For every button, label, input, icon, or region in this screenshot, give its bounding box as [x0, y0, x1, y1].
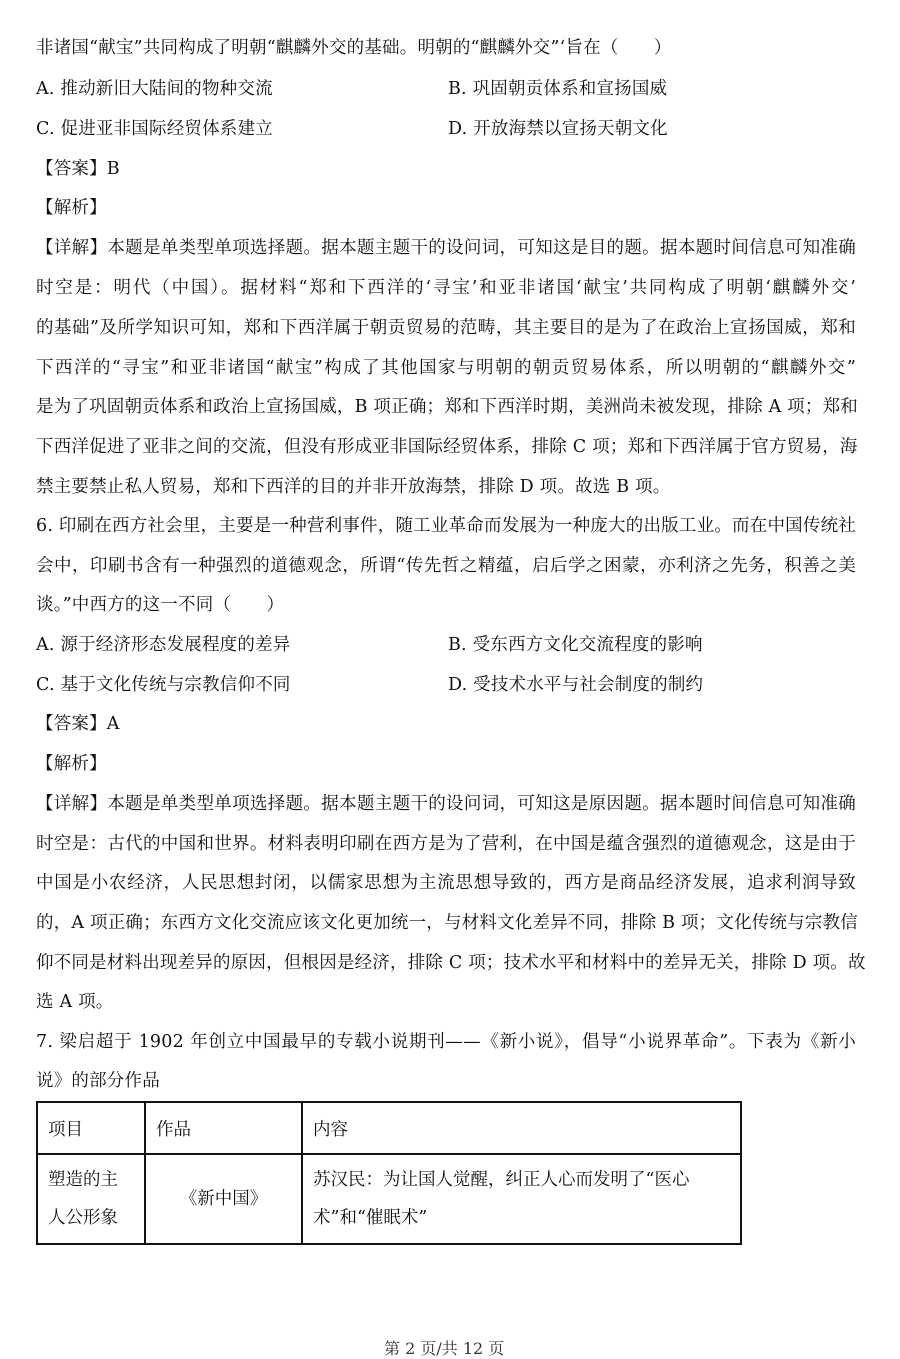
q5-detail-line: 下西洋促进了亚非之间的交流，但没有形成亚非国际经贸体系，排除 C 项；郑和下西洋属于官方贸易，海 — [36, 437, 858, 457]
q6-detail-line: 的，A 项正确；东西方文化交流应该文化更加统一，与材料文化差异不同，排除 B 项；文化传统与宗教信 — [36, 913, 858, 933]
q6-detail-line: 中国是小农经济，人民思想封闭，以儒家思想为主流思想导致的，西方是商品经济发展，追求利润导致 — [36, 873, 856, 893]
q6-option-b: B. 受东西方文化交流程度的影响 — [448, 635, 703, 655]
page-footer: 第 2 页/共 12 页 — [384, 1339, 505, 1358]
q5-answer: 【答案】B — [36, 159, 120, 179]
q6-detail-line: 选 A 项。 — [36, 992, 114, 1012]
q6-stem-line: 会中，印刷书含有一种强烈的道德观念，所谓“传先哲之精蕴，启后学之困蒙，亦利济之先务，积善之美 — [36, 556, 856, 576]
cell-line: 人公形象 — [48, 1208, 118, 1228]
cell-line: 塑造的主 — [48, 1170, 118, 1190]
q6-analysis-label: 【解析】 — [36, 754, 107, 774]
cell-line: 术”和“催眠术” — [313, 1208, 428, 1228]
q7-stem-line: 7. 梁启超于 1902 年创立中国最早的专载小说期刊——《新小说》，倡导“小说界革命”。下表为《新小 — [36, 1032, 856, 1052]
q6-answer: 【答案】A — [36, 714, 120, 734]
table-cell-content — [302, 1154, 741, 1244]
table-cell-work: 《新中国》 — [145, 1154, 302, 1244]
table-header-cell: 作品 — [145, 1102, 302, 1154]
table-header-row — [37, 1102, 741, 1154]
q5-stem-end: 非诸国“献宝”共同构成了明朝“麒麟外交的基础。明朝的“麒麟外交”‘旨在（ ） — [36, 38, 672, 58]
q5-detail-line: 禁主要禁止私人贸易，郑和下西洋的目的并非开放海禁，排除 D 项。故选 B 项。 — [36, 477, 671, 497]
q5-detail-line: 的基础”及所学知识可知，郑和下西洋属于朝贡贸易的范畴，其主要目的是为了在政治上宣扬国威，郑和 — [36, 318, 856, 338]
q5-option-d: D. 开放海禁以宣扬天朝文化 — [448, 119, 668, 139]
q6-detail-line: 【详解】本题是单类型单项选择题。据本题主题干的设问词，可知这是原因题。据本题时间信息可知准确 — [36, 794, 856, 814]
q5-detail-line: 时空是：明代（中国）。据材料“郑和下西洋的‘寻宝’和亚非诸国‘献宝’共同构成了明朝‘麒麟外交’ — [36, 278, 856, 298]
q5-option-c: C. 促进亚非国际经贸体系建立 — [36, 119, 273, 139]
table-header-cell: 内容 — [302, 1102, 741, 1154]
q7-stem-line: 说》的部分作品 — [36, 1071, 160, 1091]
table-row — [37, 1154, 741, 1244]
q6-stem-line: 6. 印刷在西方社会里，主要是一种营利事件，随工业革命而发展为一种庞大的出版工业。而在中国传统社 — [36, 516, 856, 536]
works-table — [36, 1101, 742, 1245]
q5-option-a: A. 推动新旧大陆间的物种交流 — [36, 79, 273, 99]
q6-option-c: C. 基于文化传统与宗教信仰不同 — [36, 675, 291, 695]
table-cell-item — [37, 1154, 145, 1244]
cell-line: 苏汉民：为让国人觉醒，纠正人心而发明了“医心 — [313, 1170, 690, 1190]
q5-analysis-label: 【解析】 — [36, 198, 107, 218]
q5-detail-line: 【详解】本题是单类型单项选择题。据本题主题干的设问词，可知这是目的题。据本题时间信息可知准确 — [36, 238, 856, 258]
q5-detail-line: 是为了巩固朝贡体系和政治上宣扬国威，B 项正确；郑和下西洋时期，美洲尚未被发现，排除 A 项；郑和 — [36, 397, 858, 417]
q6-detail-line: 仰不同是材料出现差异的原因，但根因是经济，排除 C 项；技术水平和材料中的差异无关，排除 D 项。故 — [36, 953, 866, 973]
table-header-cell: 项目 — [37, 1102, 145, 1154]
q6-option-d: D. 受技术水平与社会制度的制约 — [448, 675, 704, 695]
q5-detail-line: 下西洋的“寻宝”和亚非诸国“献宝”构成了其他国家与明朝的朝贡贸易体系，所以明朝的“麒麟外交” — [36, 358, 856, 378]
q6-stem-line: 谈。”中西方的这一不同（ ） — [36, 595, 285, 615]
q6-option-a: A. 源于经济形态发展程度的差异 — [36, 635, 291, 655]
q5-option-b: B. 巩固朝贡体系和宣扬国威 — [448, 79, 668, 99]
q6-detail-line: 时空是：古代的中国和世界。材料表明印刷在西方是为了营利，在中国是蕴含强烈的道德观念，这是由于 — [36, 834, 856, 854]
